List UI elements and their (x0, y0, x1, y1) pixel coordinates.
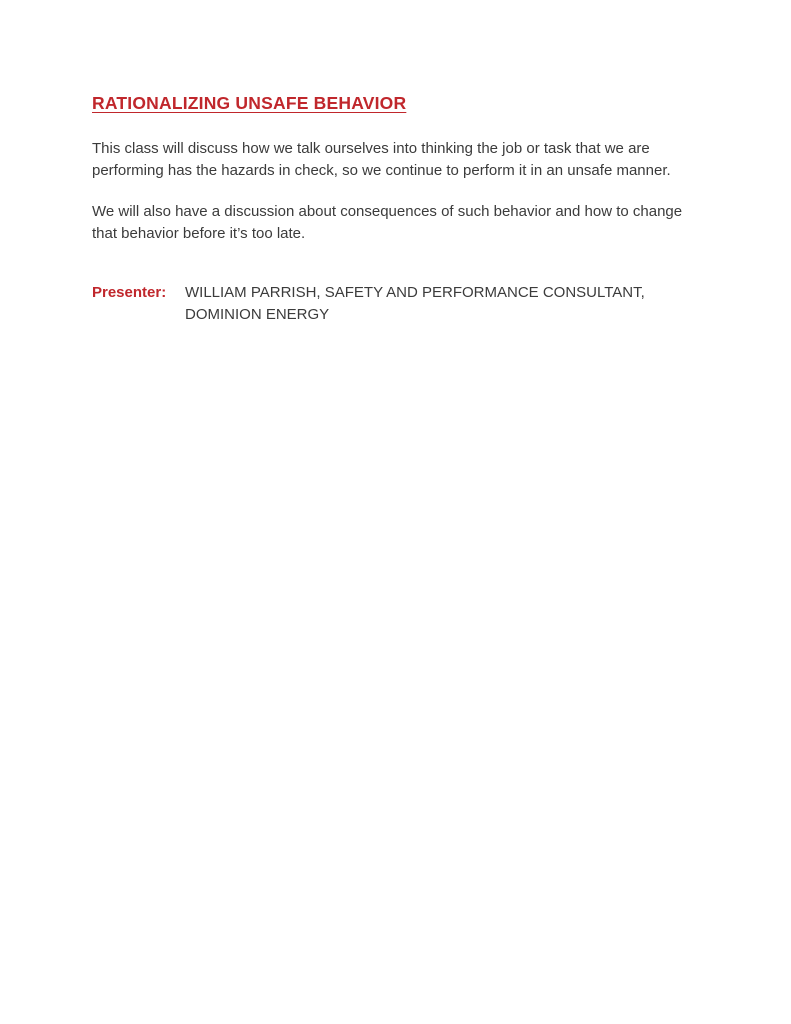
presenter-value (185, 282, 703, 325)
class-description-paragraph: This class will discuss how we talk ourselves into thinking the job or task that we are performing has the hazards in check, so we continue to perform it in an unsafe manner. (92, 140, 671, 179)
page-title: RATIONALIZING UNSAFE BEHAVIOR (92, 93, 407, 113)
presenter-section (92, 282, 703, 325)
presenter-company: DOMINION ENERGY (185, 305, 330, 323)
document-content (92, 93, 703, 325)
discussion-paragraph: We will also have a discussion about consequences of such behavior and how to change that behavior before it’s too late. (92, 203, 683, 242)
presenter-name-title: WILLIAM PARRISH, SAFETY AND PERFORMANCE CONSULTANT, (185, 284, 645, 301)
presenter-label: Presenter: (92, 284, 167, 301)
